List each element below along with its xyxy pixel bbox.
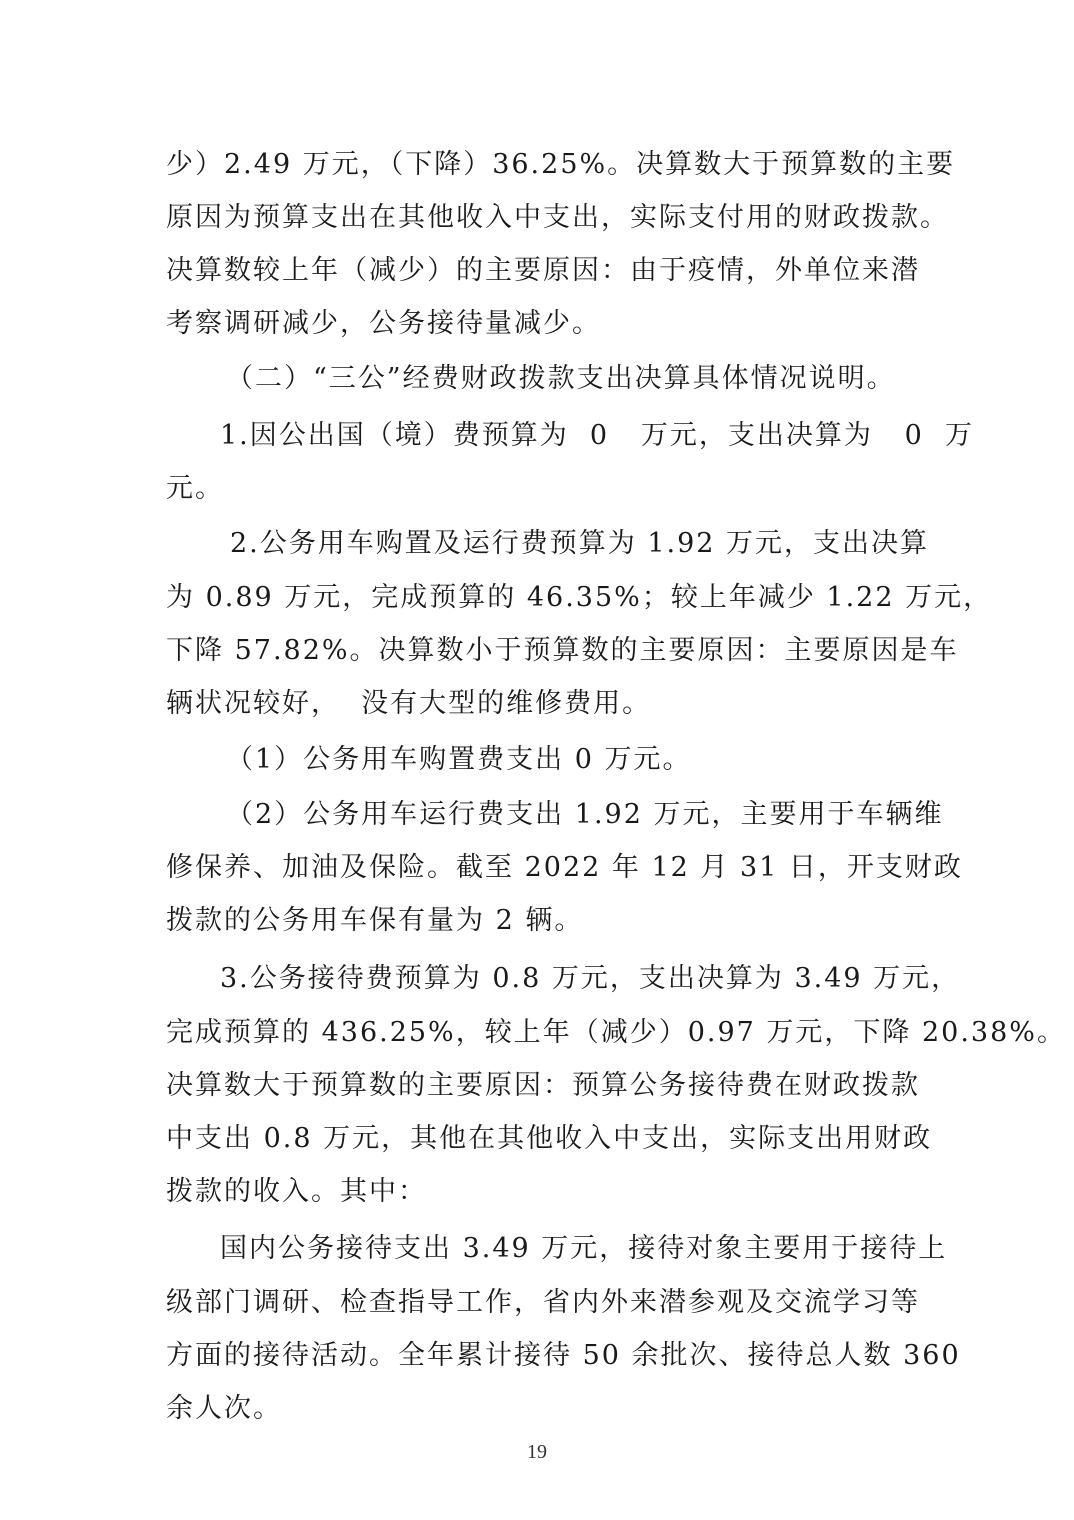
- text-line: 拨款的公务用车保有量为 2 辆。: [166, 905, 584, 936]
- text-line: 辆状况较好， 没有大型的维修费用。: [166, 688, 652, 719]
- text-line: 余人次。: [166, 1393, 282, 1424]
- text-line: 为 0.89 万元，完成预算的 46.35%；较上年减少 1.22 万元，: [166, 582, 993, 613]
- text-line: 拨款的收入。其中：: [166, 1176, 427, 1207]
- text-line: 级部门调研、检查指导工作，省内外来潜参观及交流学习等: [166, 1287, 920, 1318]
- text-line: （2）公务用车运行费支出 1.92 万元，主要用于车辆维: [226, 799, 944, 830]
- text-line: 国内公务接待支出 3.49 万元，接待对象主要用于接待上: [220, 1233, 948, 1264]
- text-line: 决算数大于预算数的主要原因：预算公务接待费在财政拨款: [166, 1070, 920, 1101]
- text-line: 考察调研减少，公务接待量减少。: [166, 308, 601, 339]
- section-heading: （二）“三公”经费财政拨款支出决算具体情况说明。: [226, 363, 896, 394]
- text-line: 2.公务用车购置及运行费预算为 1.92 万元，支出决算: [230, 528, 930, 559]
- page-number: 19: [527, 1441, 547, 1463]
- text-line: 完成预算的 436.25%，较上年（减少）0.97 万元，下降 20.38%。: [166, 1017, 1066, 1048]
- text-line: 方面的接待活动。全年累计接待 50 余批次、接待总人数 360: [166, 1340, 961, 1371]
- text-line: 原因为预算支出在其他收入中支出，实际支付用的财政拨款。: [166, 202, 949, 233]
- text-line: 3.公务接待费预算为 0.8 万元，支出决算为 3.49 万元，: [220, 963, 961, 994]
- text-line: 决算数较上年（减少）的主要原因：由于疫情，外单位来潜: [166, 255, 920, 286]
- text-line: 修保养、加油及保险。截至 2022 年 12 月 31 日，开支财政: [166, 852, 963, 883]
- text-line: 中支出 0.8 万元，其他在其他收入中支出，实际支出用财政: [166, 1123, 933, 1154]
- text-line: 元。: [166, 473, 224, 504]
- text-line: 少）2.49 万元，（下降）36.25%。决算数大于预算数的主要: [166, 149, 956, 180]
- text-line: 1.因公出国（境）费预算为 0 万元，支出决算为 0 万: [220, 420, 974, 451]
- text-line: 下降 57.82%。决算数小于预算数的主要原因：主要原因是车: [166, 635, 959, 666]
- text-line: （1）公务用车购置费支出 0 万元。: [226, 744, 692, 775]
